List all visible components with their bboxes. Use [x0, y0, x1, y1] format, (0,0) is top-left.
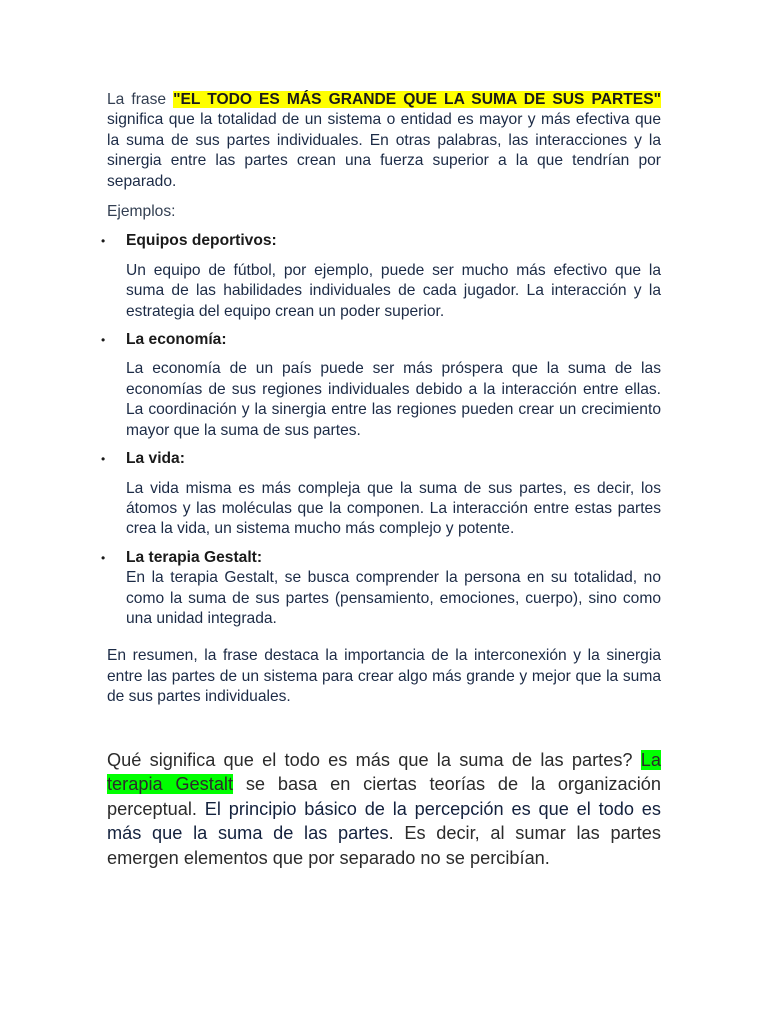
list-item — [101, 449, 661, 540]
closing-question: Qué significa que el todo es más que la suma de las partes? — [107, 749, 641, 770]
highlighted-quote: "EL TODO ES MÁS GRANDE QUE LA SUMA DE SUS PARTES" — [173, 91, 661, 108]
example-body: La vida misma es más compleja que la suma de sus partes, es decir, los átomos y las moléculas que la componen. La interacción entre estas partes crea la vida, un sistema mucho más complejo y potente. — [126, 479, 661, 538]
list-item — [101, 548, 661, 630]
example-body: En la terapia Gestalt, se busca comprender la persona en su totalidad, no como la suma de sus partes (pensamiento, emociones, cuerpo), sino como una unidad integrada. — [126, 569, 661, 627]
closing-ending: . Es decir, al sumar las partes emergen elementos que por separado no se percibían. — [107, 823, 661, 868]
summary-paragraph: En resumen, la frase destaca la importancia de la interconexión y la sinergia entre las partes de un sistema para crear algo más grande y mejor que la suma de sus partes individuales. — [107, 647, 661, 706]
document-page — [101, 90, 661, 871]
example-title: La vida: — [126, 450, 185, 468]
closing-paragraph — [107, 748, 661, 871]
intro-rest: significa que la totalidad de un sistema o entidad es mayor y más efectiva que la suma de sus partes individuales. En otras palabras, las interacciones y la sinergia entre las partes crean una fuerza superior a la que tendrían por separado. — [107, 111, 661, 190]
closing-principle: El principio básico de la percepción es que el todo es más que la suma de las partes — [107, 798, 661, 844]
example-title: La terapia Gestalt: — [126, 548, 263, 566]
examples-label: Ejemplos: — [107, 203, 176, 221]
highlighted-gestalt: La terapia Gestalt — [107, 749, 661, 795]
examples-list — [101, 231, 661, 629]
example-body: Un equipo de fútbol, por ejemplo, puede ser mucho más efectivo que la suma de las habilidades individuales de cada jugador. La interacción y la estrategia del equipo crean un poder superior. — [126, 261, 661, 320]
bullet-icon: • — [101, 550, 106, 565]
bullet-icon: • — [101, 452, 106, 467]
list-item — [101, 231, 661, 322]
closing-after-highlight: se basa en ciertas teorías de la organización perceptual. — [107, 774, 661, 819]
bullet-icon: • — [101, 333, 106, 348]
intro-paragraph — [107, 90, 661, 192]
example-title: Equipos deportivos: — [126, 232, 277, 250]
example-title: La economía: — [126, 331, 227, 349]
bullet-icon: • — [101, 234, 106, 249]
example-body: La economía de un país puede ser más próspera que la suma de las economías de sus regiones individuales debido a la interacción entre ellas. La coordinación y la sinergia entre las regiones pueden crear un crecimiento mayor que la suma de sus partes. — [126, 360, 661, 439]
intro-lead: La frase — [107, 91, 174, 108]
list-item — [101, 330, 661, 441]
